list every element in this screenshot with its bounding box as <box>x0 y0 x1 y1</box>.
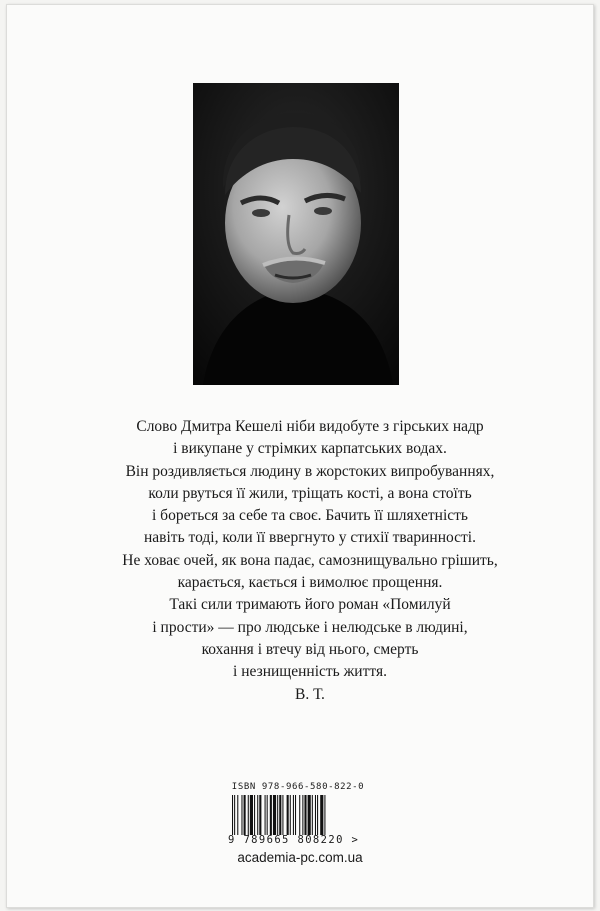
blurb-signature: В. Т. <box>295 685 325 703</box>
blurb-line: і прости» — про людське і нелюдське в людині, <box>152 618 468 636</box>
barcode-icon <box>228 795 368 835</box>
blurb-line: і незнищенність життя. <box>233 663 387 681</box>
book-description <box>100 416 520 706</box>
publisher-website: academia-pc.com.ua <box>237 850 363 865</box>
blurb-line: кохання і втечу від нього, смерть <box>201 640 419 658</box>
author-photo <box>193 83 399 385</box>
blurb-line: і викупане у стрімких карпатських водах. <box>173 440 447 458</box>
blurb-line: коли рвуться її жили, тріщать кості, а вона стоїть <box>148 484 472 502</box>
blurb-line: карається, кається і вимолює прощення. <box>177 574 443 592</box>
blurb-line: Не ховає очей, як вона падає, самознищувально грішить, <box>122 551 498 569</box>
blurb-line: Слово Дмитра Кешелі ніби видобуте з гірських надр <box>136 418 484 435</box>
barcode-digits: 9 789665 808220 > <box>228 834 360 846</box>
isbn-label: ISBN 978-966-580-822-0 <box>231 782 365 792</box>
blurb-line: навіть тоді, коли її ввергнуто у стихії тваринності. <box>144 529 476 547</box>
blurb-line: Такі сили тримають його роман «Помилуй <box>169 596 451 614</box>
blurb-line: і бореться за себе та своє. Бачить її шляхетність <box>152 507 468 525</box>
blurb-line: Він роздивляється людину в жорстоких випробуваннях, <box>125 462 495 480</box>
barcode-block <box>228 782 368 846</box>
